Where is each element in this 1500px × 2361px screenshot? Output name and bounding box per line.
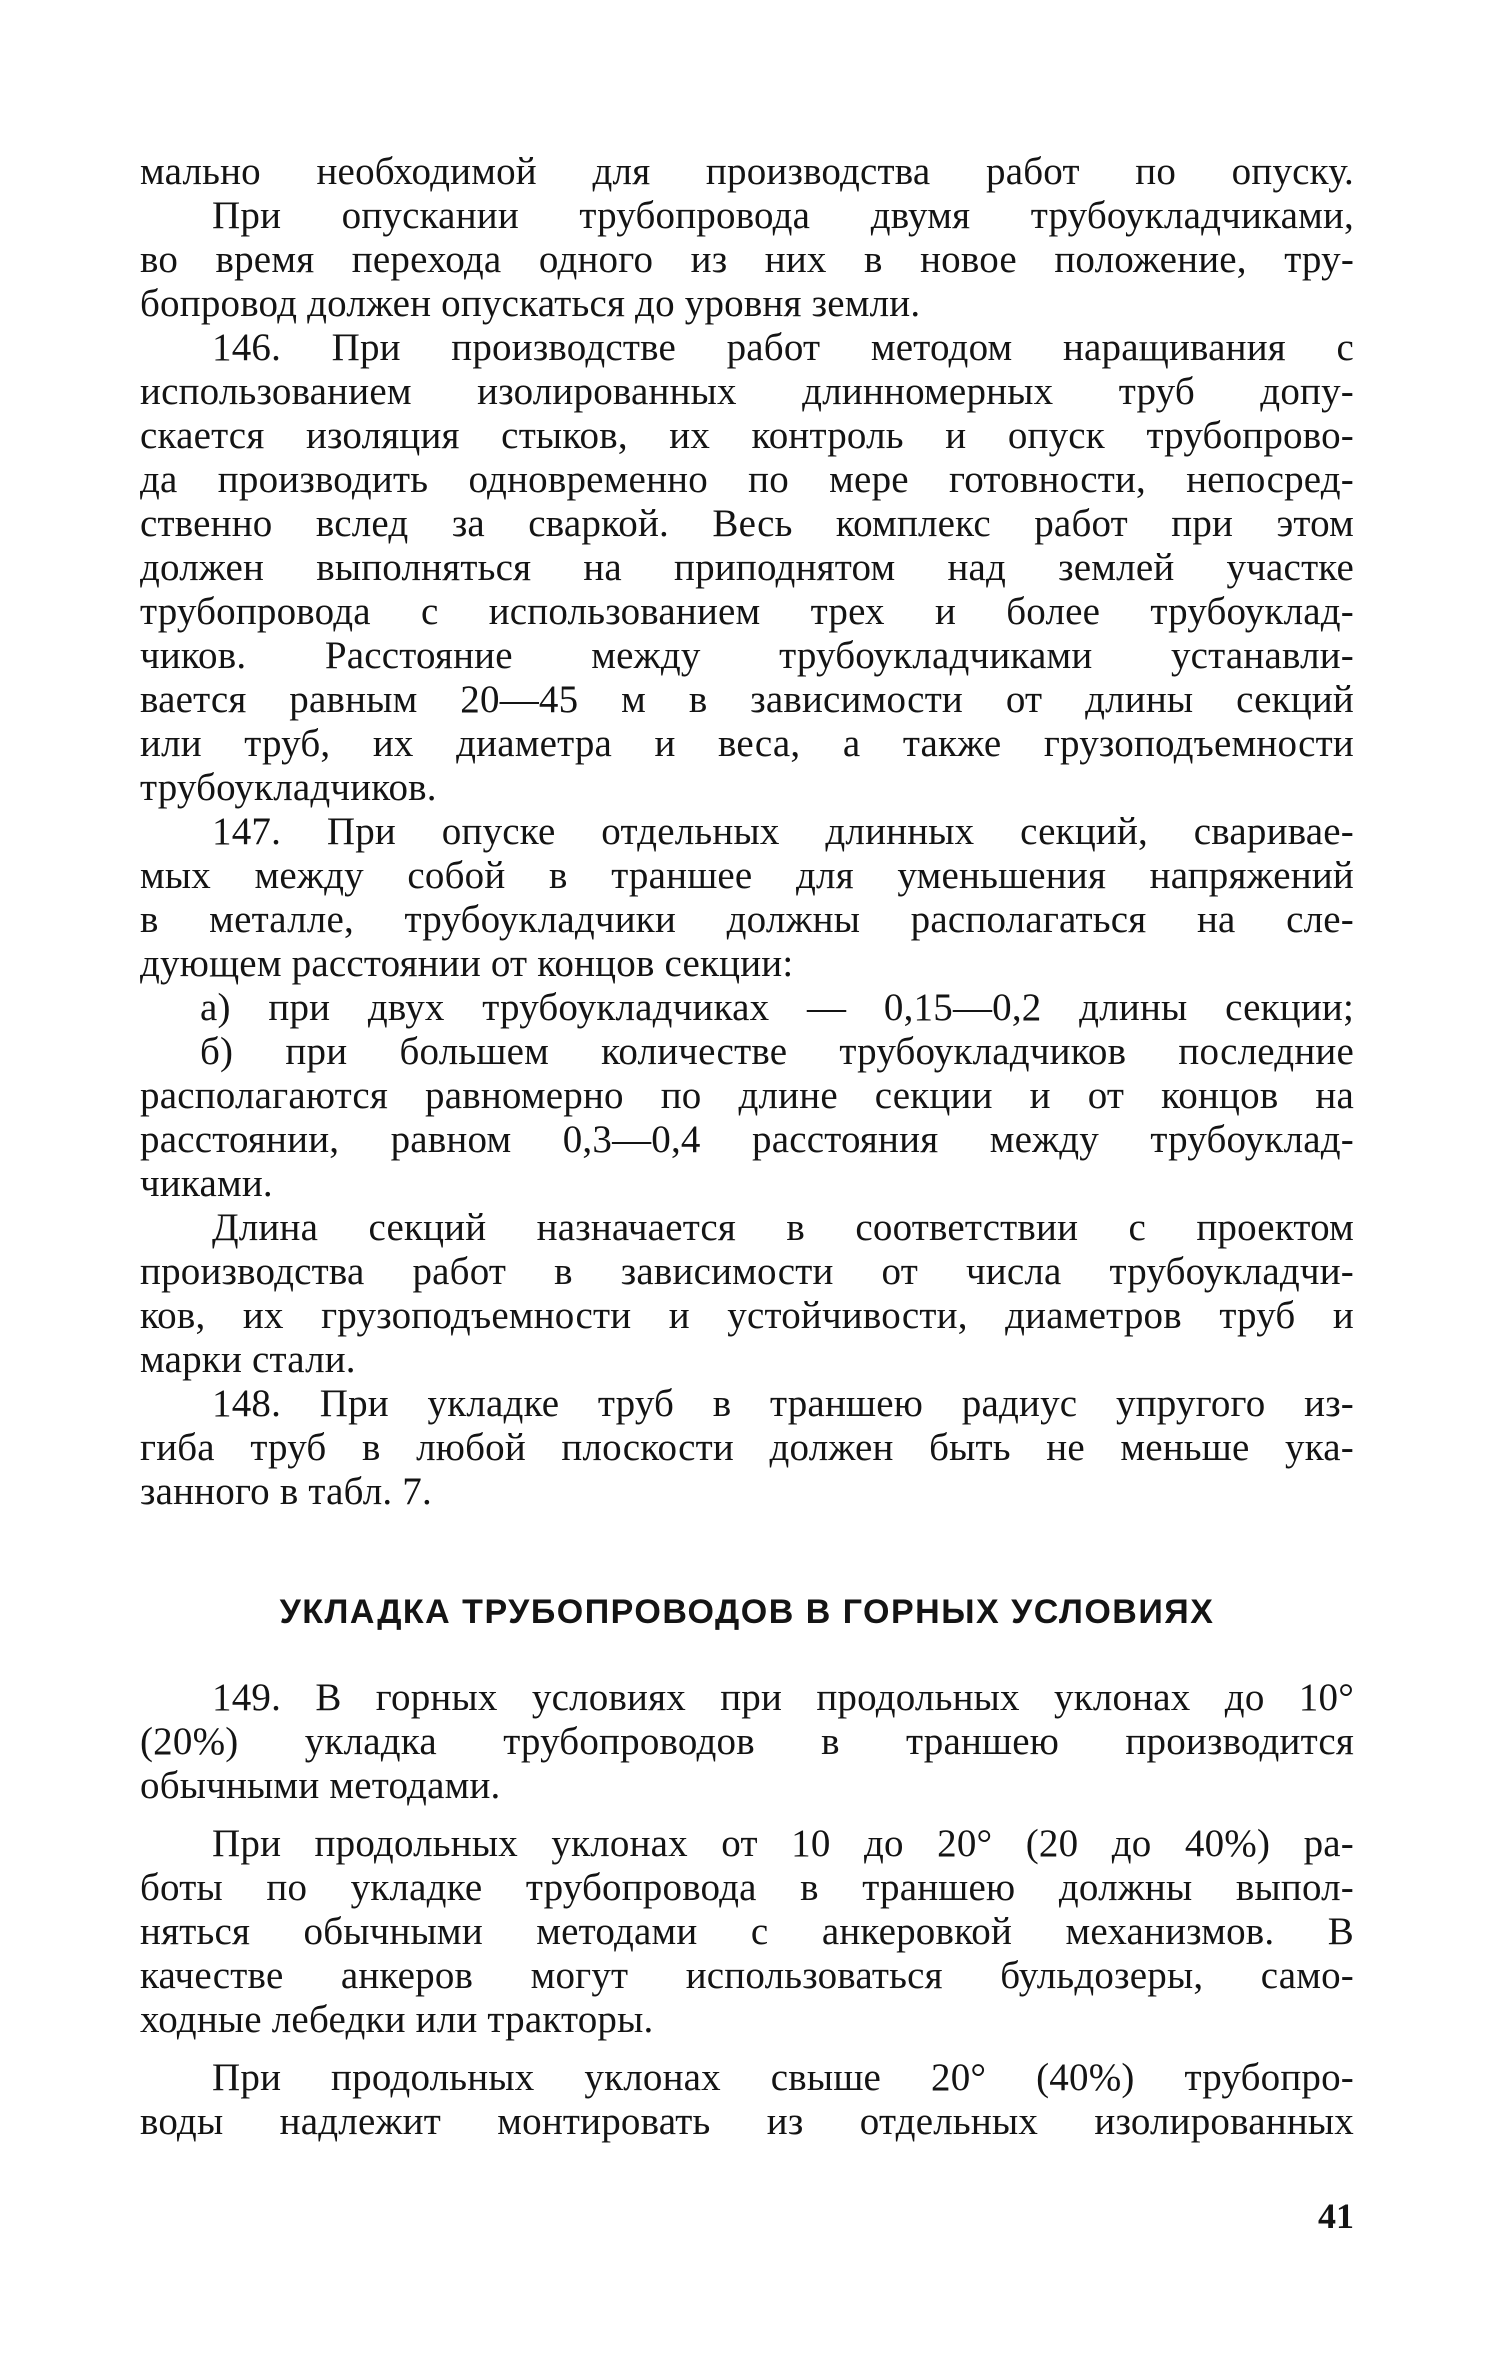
text-line: обычными методами. <box>140 1764 501 1807</box>
text-line: чиками. <box>140 1162 273 1205</box>
list-item-b: б) при большем количестве трубоукладчиков последние <box>200 1030 1354 1073</box>
text-block-top <box>140 150 1354 1514</box>
text-line: дующем расстоянии от концов секции: <box>140 942 794 985</box>
text-line: чиков. Расстояние между трубоукладчиками устанавли- <box>140 634 1354 677</box>
text-line: мально необходимой для производства работ по опуску. <box>140 150 1354 193</box>
text-line: трубопровода с использованием трех и более трубоуклад- <box>140 590 1354 633</box>
text-line: воды надлежит монтировать из отдельных изолированных <box>140 2100 1354 2143</box>
text-line: мых между собой в траншее для уменьшения напряжений <box>140 854 1354 897</box>
text-line: марки стали. <box>140 1338 356 1381</box>
text-line: качестве анкеров могут использоваться бульдозеры, само- <box>140 1954 1354 1997</box>
document-page <box>140 0 1354 2361</box>
text-line: располагаются равномерно по длине секции и от концов на <box>140 1074 1354 1117</box>
text-line: расстоянии, равном 0,3—0,4 расстояния между трубоуклад- <box>140 1118 1354 1161</box>
text-line: бопровод должен опускаться до уровня земли. <box>140 282 921 325</box>
page-number: 41 <box>1318 2196 1354 2236</box>
text-line: При опускании трубопровода двумя трубоукладчиками, <box>212 194 1354 237</box>
text-line: производства работ в зависимости от числа трубоукладчи- <box>140 1250 1354 1293</box>
text-line: гиба труб в любой плоскости должен быть не меньше ука- <box>140 1426 1354 1469</box>
text-line: 147. При опуске отдельных длинных секций, сваривае- <box>212 810 1354 853</box>
text-line: няться обычными методами с анкеровкой механизмов. В <box>140 1910 1354 1953</box>
text-line: использованием изолированных длинномерных труб допу- <box>140 370 1354 413</box>
text-line: Длина секций назначается в соответствии с проектом <box>212 1206 1354 1249</box>
text-line: ственно вслед за сваркой. Весь комплекс работ при этом <box>140 502 1354 545</box>
text-line: занного в табл. 7. <box>140 1470 432 1513</box>
text-line: При продольных уклонах от 10 до 20° (20 до 40%) ра- <box>212 1822 1354 1865</box>
text-line: боты по укладке трубопровода в траншею должны выпол- <box>140 1866 1354 1909</box>
section-heading: УКЛАДКА ТРУБОПРОВОДОВ В ГОРНЫХ УСЛОВИЯХ <box>279 1593 1215 1631</box>
text-line: в металле, трубоукладчики должны располагаться на сле- <box>140 898 1354 941</box>
list-item-a: а) при двух трубоукладчиках — 0,15—0,2 длины секции; <box>200 986 1354 1029</box>
text-line: или труб, их диаметра и веса, а также грузоподъемности <box>140 722 1354 765</box>
text-line: скается изоляция стыков, их контроль и опуск трубопрово- <box>140 414 1354 457</box>
text-line: во время перехода одного из них в новое положение, тру- <box>140 238 1354 281</box>
text-line: вается равным 20—45 м в зависимости от длины секций <box>140 678 1354 721</box>
text-line: ходные лебедки или тракторы. <box>140 1998 654 2041</box>
text-line: трубоукладчиков. <box>140 766 437 809</box>
text-line: да производить одновременно по мере готовности, непосред- <box>140 458 1354 501</box>
text-line: 149. В горных условиях при продольных уклонах до 10° <box>212 1676 1354 1719</box>
text-block-bottom <box>140 1676 1354 2144</box>
text-line: (20%) укладка трубопроводов в траншею производится <box>140 1720 1354 1763</box>
text-line: ков, их грузоподъемности и устойчивости, диаметров труб и <box>140 1294 1354 1337</box>
text-line: При продольных уклонах свыше 20° (40%) трубопро- <box>212 2056 1354 2099</box>
text-line: должен выполняться на приподнятом над землей участке <box>140 546 1354 589</box>
text-line: 146. При производстве работ методом наращивания с <box>212 326 1354 369</box>
text-line: 148. При укладке труб в траншею радиус упругого из- <box>212 1382 1354 1425</box>
